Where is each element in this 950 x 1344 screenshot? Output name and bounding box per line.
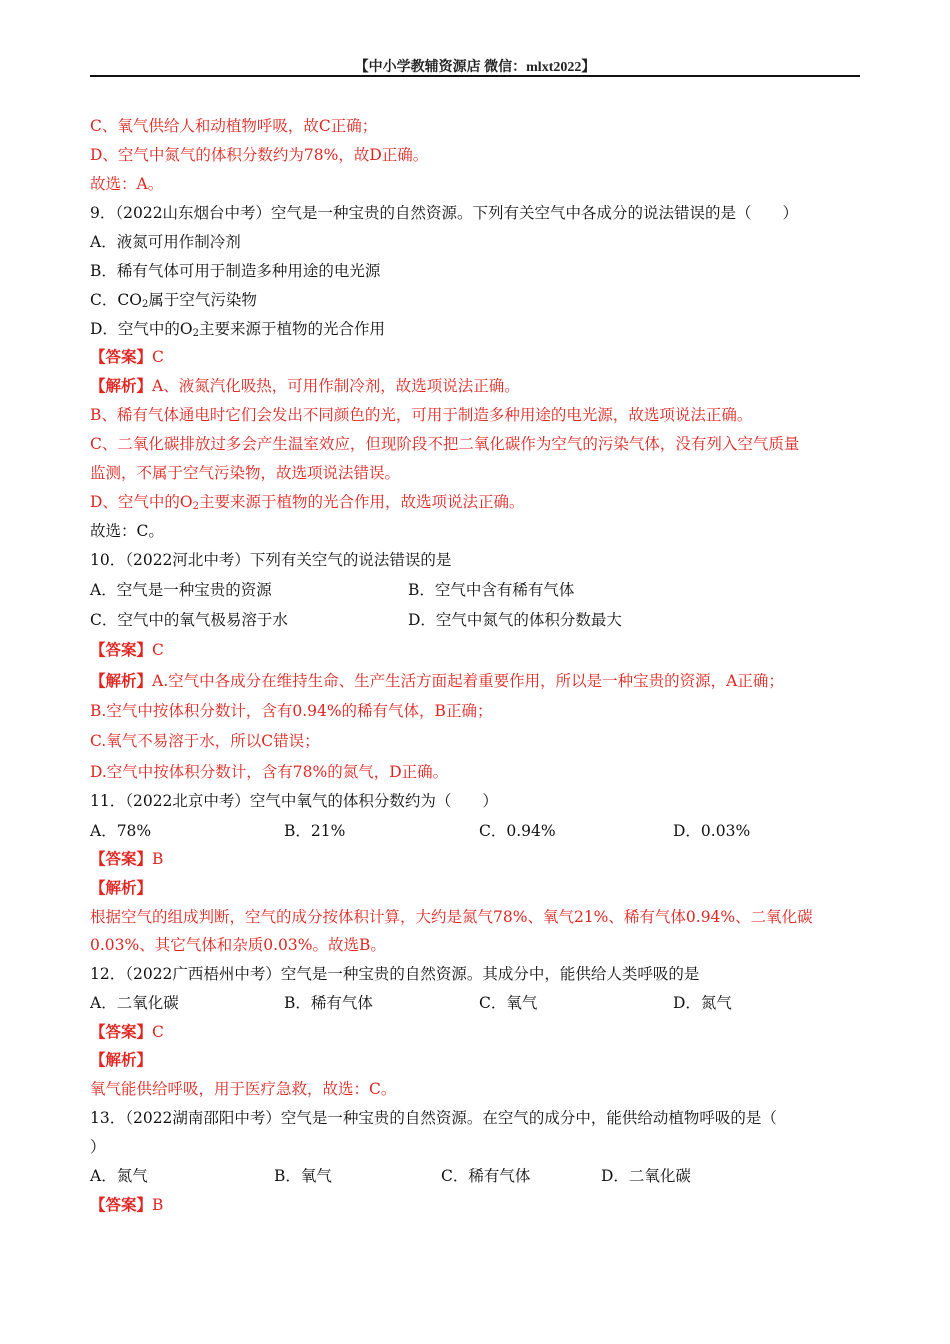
q13-options-row (90, 1166, 860, 1186)
q13-answer-label: 【答案】 (90, 1195, 153, 1214)
q10-option-d: D．空气中氮气的体积分数最大 (408, 611, 622, 629)
q10-answer-value: C (152, 641, 164, 659)
q9-answer-value: C (152, 348, 164, 366)
q9-choice: 故选：C。 (90, 522, 164, 540)
q10-analysis-c: C.氧气不易溶于水，所以C错误； (90, 732, 320, 750)
q11-option-c: C．0.94% (479, 822, 556, 840)
prev-analysis-d: D、空气中氮气的体积分数约为78%，故D正确。 (90, 146, 429, 164)
q10-stem: 10．（2022河北中考）下列有关空气的说法错误的是 (90, 551, 452, 569)
q9-option-c-sub: 2 (141, 299, 149, 310)
q11-option-a: A．78% (90, 822, 152, 840)
q10-options-row-2 (90, 610, 860, 630)
q9-option-d-post: 主要来源于植物的光合作用 (199, 320, 386, 338)
q10-analysis-a (90, 671, 784, 691)
q10-analysis-label: 【解析】 (90, 671, 153, 690)
q9-analysis-label: 【解析】 (90, 376, 153, 395)
q10-option-c: C．空气中的氧气极易溶于水 (90, 611, 288, 629)
q9-analysis-b: B、稀有气体通电时它们会发出不同颜色的光，可用于制造多种用途的电光源，故选项说法正确。 (90, 406, 753, 424)
q12-analysis-label: 【解析】 (90, 1050, 153, 1069)
q11-option-b: B．21% (284, 822, 346, 840)
q12-stem: 12．（2022广西梧州中考）空气是一种宝贵的自然资源。其成分中，能供给人类呼吸的是 (90, 965, 700, 983)
q9-option-d-sub: 2 (192, 328, 200, 339)
q13-answer-value: B (152, 1196, 164, 1214)
q12-option-b: B．稀有气体 (284, 994, 373, 1012)
q12-answer (90, 1022, 164, 1042)
q11-options-row (90, 821, 860, 841)
q11-answer-value: B (152, 850, 164, 868)
q12-options-row (90, 993, 860, 1013)
q11-option-d: D．0.03% (673, 822, 751, 840)
prev-analysis-c: C、氧气供给人和动植物呼吸，故C正确； (90, 117, 378, 135)
q10-answer-label: 【答案】 (90, 640, 153, 659)
q9-analysis-d-sub: 2 (192, 501, 200, 512)
q13-option-a: A．氮气 (90, 1167, 148, 1185)
q12-option-c: C．氧气 (479, 994, 538, 1012)
q9-stem: 9．（2022山东烟台中考）空气是一种宝贵的自然资源。下列有关空气中各成分的说法错误的是（ ） (90, 204, 799, 222)
header-rule (90, 75, 860, 77)
q9-analysis-c2: 监测，不属于空气污染物，故选项说法错误。 (90, 464, 401, 482)
q9-option-c-pre: C．CO (90, 291, 142, 309)
q12-option-a: A．二氧化碳 (90, 994, 179, 1012)
q9-analysis-a-text: A、液氮汽化吸热，可用作制冷剂，故选项说法正确。 (152, 377, 520, 395)
q9-analysis-d-post: 主要来源于植物的光合作用，故选项说法正确。 (199, 493, 525, 511)
prev-choice: 故选：A。 (90, 175, 164, 193)
q10-analysis-d: D.空气中按体积分数计，含有78%的氮气，D正确。 (90, 763, 449, 781)
page-header: 【中小学教辅资源店 微信：mlxt2022】 (354, 60, 596, 75)
q11-analysis-1: 根据空气的组成判断，空气的成分按体积计算，大约是氮气78%、氧气21%、稀有气体0.94%、二氧化碳 (90, 908, 813, 926)
q12-answer-label: 【答案】 (90, 1022, 153, 1041)
q13-answer (90, 1195, 163, 1215)
q10-answer (90, 640, 164, 660)
q12-analysis-1: 氧气能供给呼吸，用于医疗急救，故选：C。 (90, 1080, 397, 1098)
q9-answer (90, 347, 164, 367)
q12-answer-value: C (152, 1023, 164, 1041)
q9-option-d-pre: D．空气中的O (90, 320, 193, 338)
q9-analysis-d (90, 492, 525, 512)
q9-option-c-post: 属于空气污染物 (148, 291, 257, 309)
q9-option-c (90, 290, 257, 310)
q12-option-d: D．氮气 (673, 994, 732, 1012)
q9-analysis-d-pre: D、空气中的O (90, 493, 193, 511)
q9-option-b: B．稀有气体可用于制造多种用途的电光源 (90, 262, 381, 280)
q10-analysis-b: B.空气中按体积分数计，含有0.94%的稀有气体，B正确； (90, 702, 493, 720)
q9-option-d (90, 319, 385, 339)
q11-answer-label: 【答案】 (90, 849, 153, 868)
q9-answer-label: 【答案】 (90, 347, 153, 366)
q11-analysis-label: 【解析】 (90, 878, 153, 897)
q10-analysis-a-text: A.空气中各成分在维持生命、生产生活方面起着重要作用，所以是一种宝贵的资源，A正确； (152, 672, 784, 690)
q11-analysis-2: 0.03%、其它气体和杂质0.03%。故选B。 (90, 936, 386, 954)
q13-option-d: D．二氧化碳 (601, 1167, 691, 1185)
q9-analysis-c1: C、二氧化碳排放过多会产生温室效应，但现阶段不把二氧化碳作为空气的污染气体，没有列入空气质量 (90, 435, 800, 453)
q10-options-row-1 (90, 580, 860, 600)
q10-option-b: B．空气中含有稀有气体 (408, 581, 575, 599)
q11-answer (90, 849, 163, 869)
q13-option-b: B．氧气 (274, 1167, 332, 1185)
q10-option-a: A．空气是一种宝贵的资源 (90, 581, 272, 599)
q9-analysis-a (90, 376, 520, 396)
q11-stem: 11．（2022北京中考）空气中氧气的体积分数约为（ ） (90, 792, 498, 810)
q13-stem-2: ） (90, 1138, 106, 1156)
q9-option-a: A．液氮可用作制冷剂 (90, 233, 241, 251)
q13-stem-1: 13．（2022湖南邵阳中考）空气是一种宝贵的自然资源。在空气的成分中，能供给动植物呼吸的是（ (90, 1109, 777, 1127)
q13-option-c: C．稀有气体 (441, 1167, 531, 1185)
